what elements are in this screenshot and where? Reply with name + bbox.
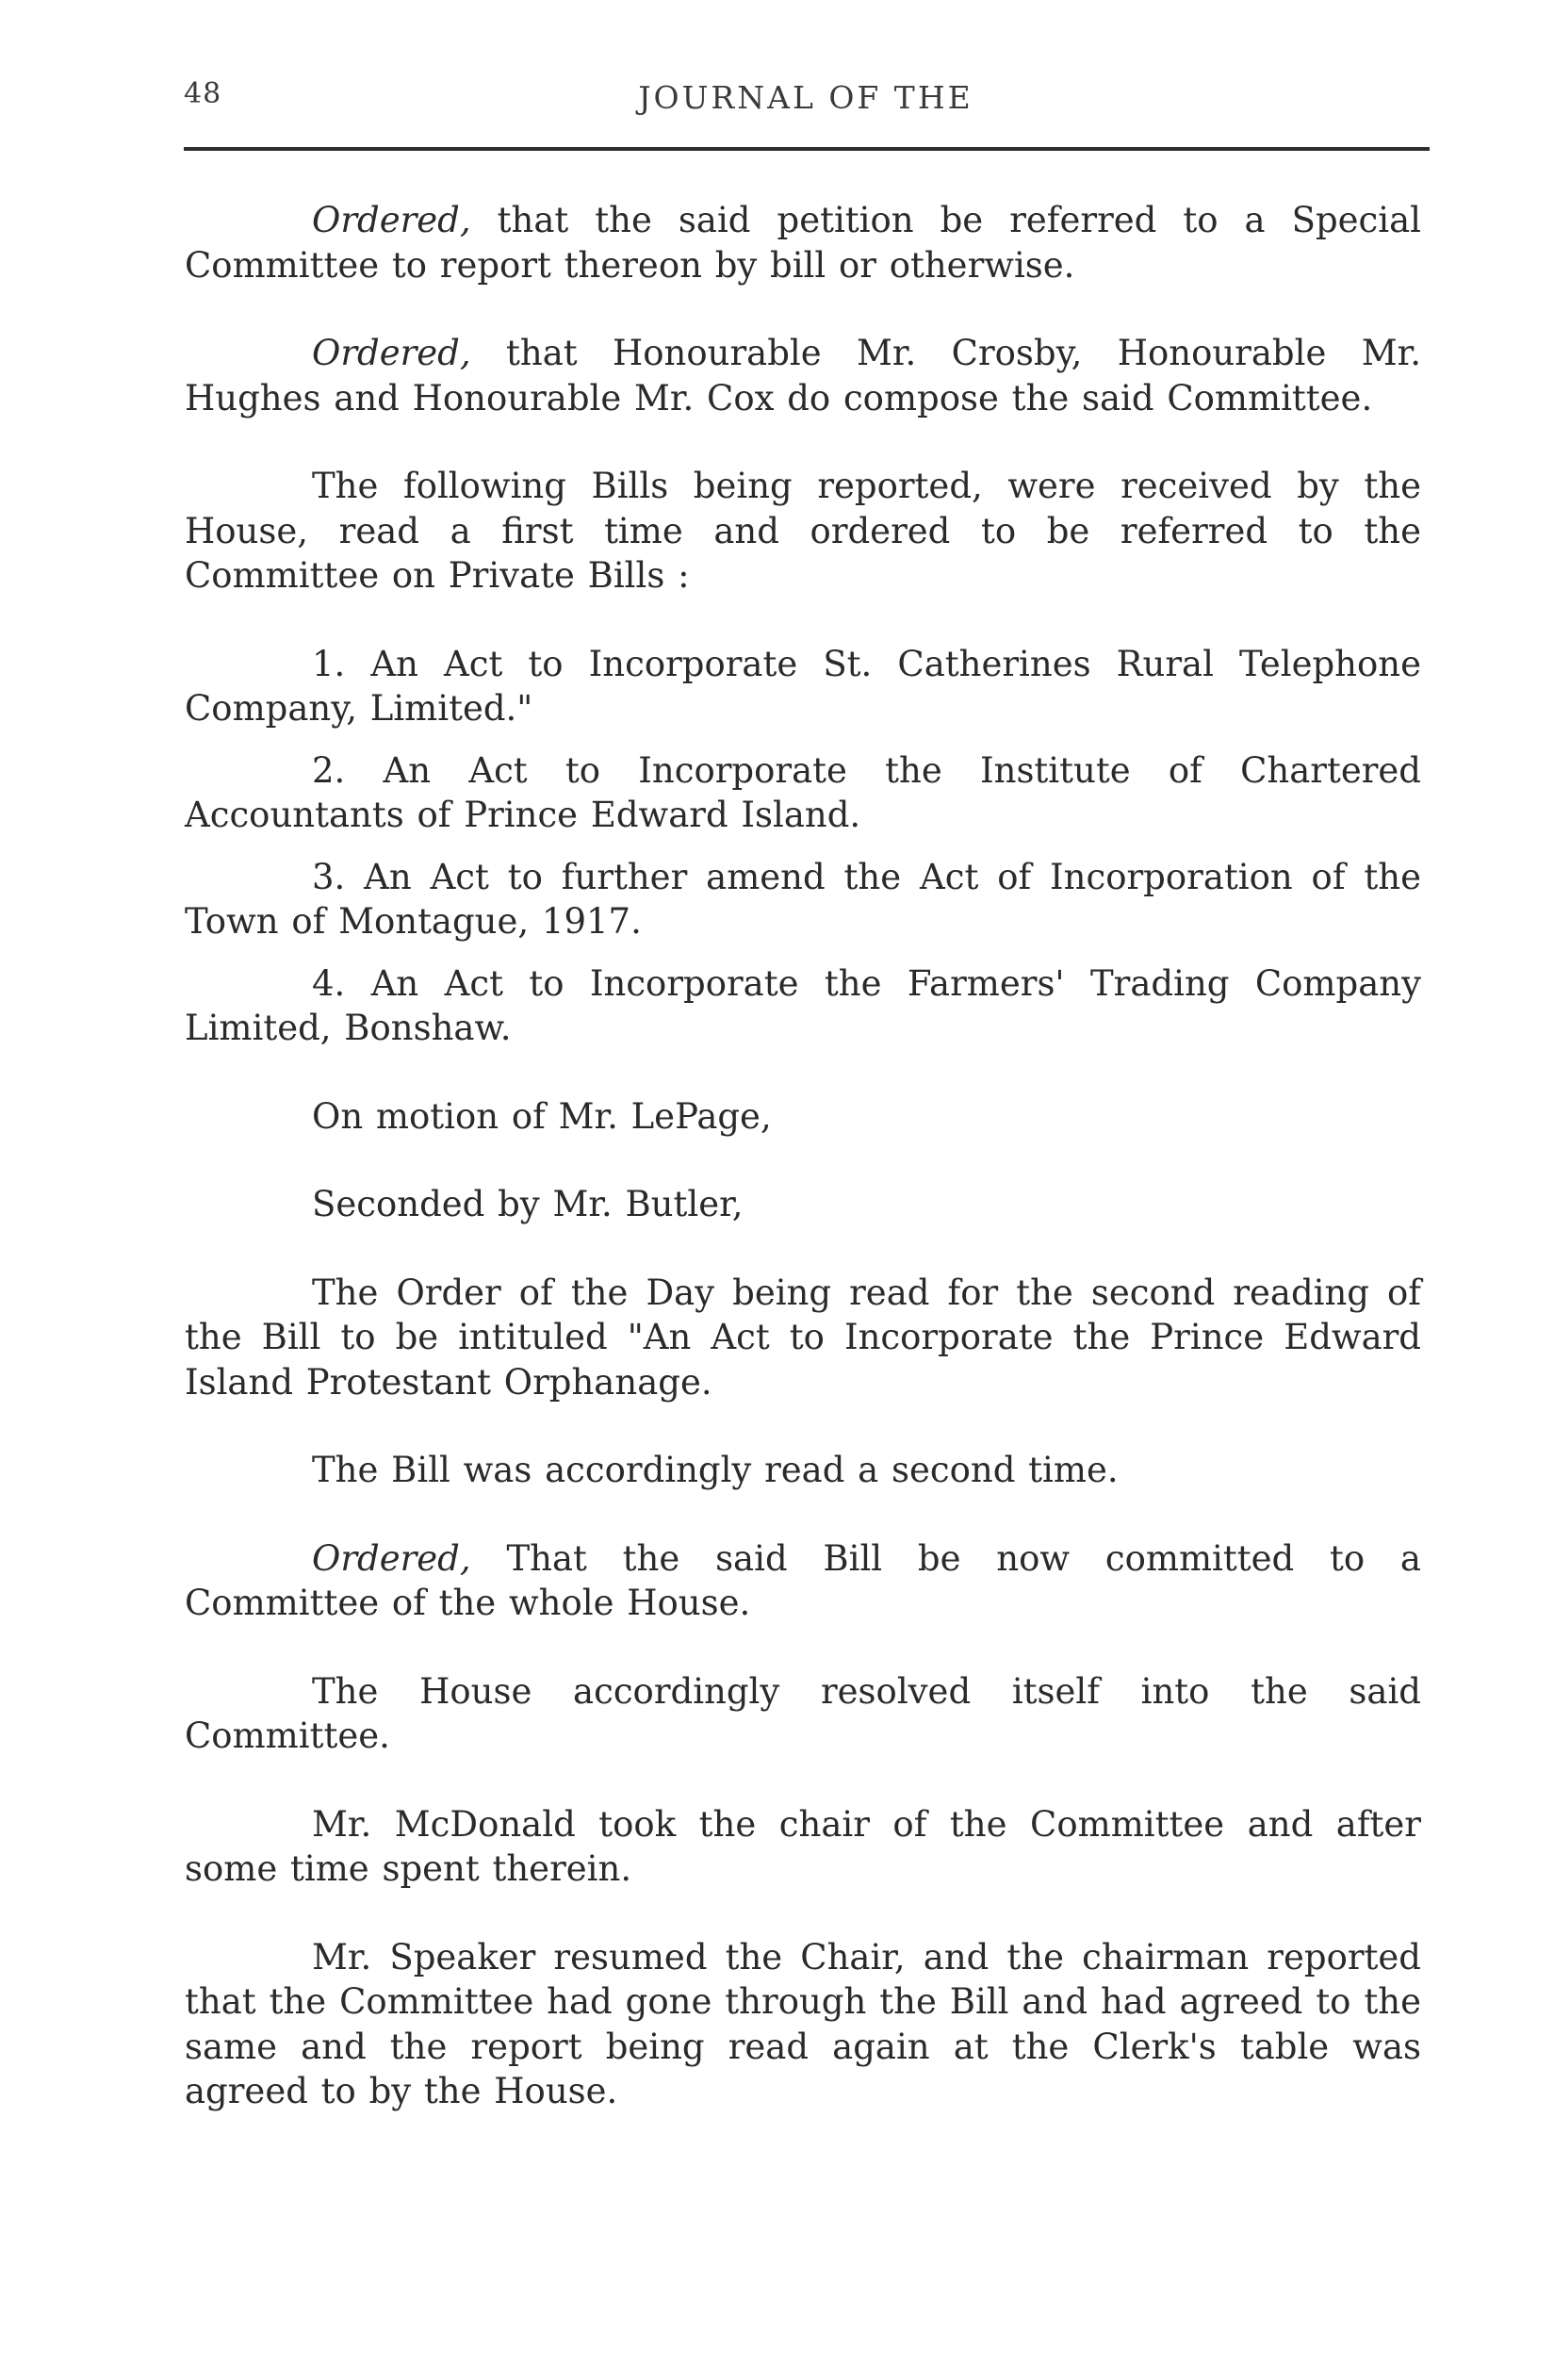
paragraph-second-time: [185, 1448, 1421, 1493]
ordered-lead: Ordered,: [312, 200, 471, 240]
bill-text: 2. An Act to Incorporate the Institute of Chartered Accountants of Prince Edward Island.: [185, 749, 1421, 835]
bill-item-4: [185, 961, 1421, 1051]
paragraph-motion: [185, 1094, 1421, 1140]
running-head: JOURNAL OF THE: [638, 79, 973, 116]
paragraph-text: That the said Bill be now committed to a Committee of the whole House.: [185, 1537, 1421, 1623]
paragraph-text: Mr. McDonald took the chair of the Committee and after some time spent therein.: [185, 1803, 1421, 1889]
paragraph-text: The Bill was accordingly read a second time.: [312, 1450, 1119, 1490]
paragraph-text: On motion of Mr. LePage,: [312, 1095, 772, 1137]
ordered-lead: Ordered,: [312, 1537, 471, 1579]
paragraph-bills-reported: [185, 464, 1421, 599]
paragraph-text: The following Bills being reported, were received by the House, read a first time and ordered to be referred to the Committee on Private Bills :: [185, 466, 1421, 596]
bill-text: 1. An Act to Incorporate St. Catherines Rural Telephone Company, Limited.": [185, 643, 1421, 729]
paragraph-ordered-special-committee: [185, 198, 1421, 287]
bill-text: 4. An Act to Incorporate the Farmers' Trading Company Limited, Bonshaw.: [185, 962, 1421, 1048]
page-header: [184, 77, 1428, 134]
paragraph-chair: [185, 1802, 1421, 1892]
bill-item-3: [185, 855, 1421, 944]
paragraph-seconded: [185, 1182, 1421, 1227]
header-rule: [184, 147, 1430, 151]
paragraph-speaker-resumed: [185, 1935, 1421, 2114]
paragraph-ordered-compose: [185, 331, 1421, 420]
paragraph-text: that the said petition be referred to a Special Committee to report thereon by bill or otherwise.: [185, 200, 1421, 286]
bill-text: 3. An Act to further amend the Act of Incorporation of the Town of Montague, 1917.: [185, 856, 1421, 942]
paragraph-text: Seconded by Mr. Butler,: [312, 1184, 744, 1224]
paragraph-resolved: [185, 1669, 1421, 1759]
journal-body: [185, 198, 1421, 2114]
bill-item-2: [185, 748, 1421, 838]
paragraph-order-of-day: [185, 1271, 1421, 1405]
paragraph-text: The Order of the Day being read for the second reading of the Bill to be intituled "An Act to Incorporate the Prince Edward Island Protestant Orphanage.: [185, 1272, 1421, 1403]
paragraph-text: Mr. Speaker resumed the Chair, and the chairman reported that the Committee had gone through the Bill and had agreed to the same and the report being read again at the Clerk's table was agreed to by the House.: [185, 1936, 1421, 2111]
paragraph-text: The House accordingly resolved itself into the said Committee.: [185, 1670, 1421, 1756]
bill-item-1: [185, 642, 1421, 731]
ordered-lead: Ordered,: [312, 333, 471, 373]
paragraph-text: that Honourable Mr. Crosby, Honourable Mr. Hughes and Honourable Mr. Cox do compose the said Committee.: [185, 333, 1421, 419]
page-number: 48: [184, 77, 222, 110]
paragraph-ordered-committed: [185, 1536, 1421, 1626]
